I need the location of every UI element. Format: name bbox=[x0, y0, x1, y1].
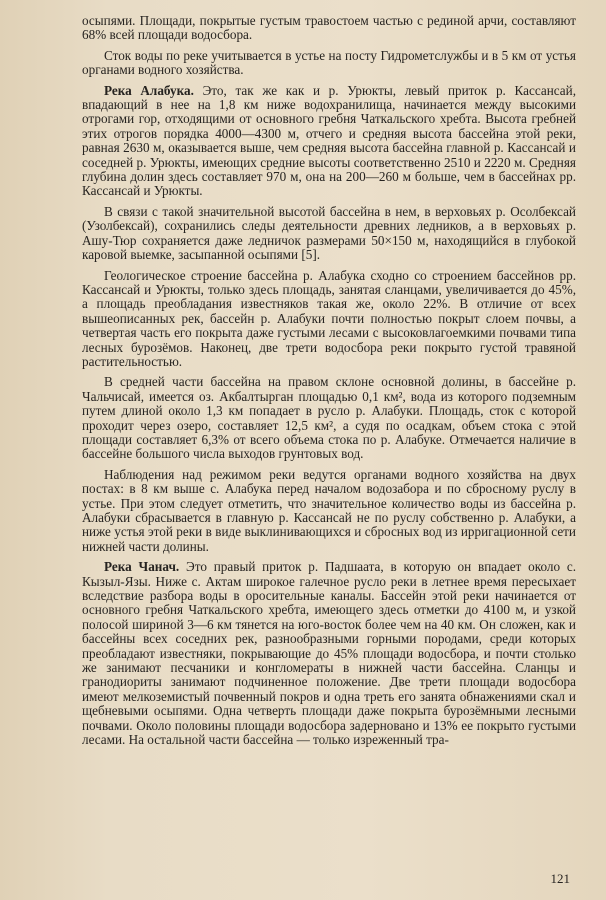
paragraph-chanach-text: Это правый приток р. Падшаата, в которую он впадает около с. Кызыл-Язы. Ниже с. Актам широкое галечное русло реки в летнее время пересыхает вследствие разбора воды в оросительные каналы. Бассейн этой реки начинается от основного гребня Чаткальского хребта, имеющего здесь отметки до 4100 м, и узкой полосой шириной 3—6 км тянется на юго-восток более чем на 40 км. Он сложен, как и бассейны всех соседних рек, разнообразными горными породами, среди которых преобладают известняки, покрывающие до 45% площади водосбора, и почти столько же занимают песчаники и конгломераты в нижней части бассейна. Сланцы и гранодиориты занимают подчиненное положение. Две трети площади водосбора имеют мелкоземистый почвенный покров и одна треть его занята обнажениями скал и щебневыми осыпями. Одна четверть площади даже покрыта бурозёмными лесными почвами. Около половины площади водосбора задерновано и 13% ее покрыто густыми лесами. На остальной части бассейна — только изреженный тра- bbox=[82, 559, 576, 748]
section-heading-alabuka: Река Алабука. bbox=[104, 82, 194, 98]
paragraph-1-text: осыпями. Площади, покрытые густым травостоем частью с рединой арчи, составляют 68% всей площади водосбора. bbox=[82, 13, 576, 43]
paragraph-5-text: Геологическое строение бассейна р. Алабука сходно со строением бассейнов рр. Кассансай и Урюкты, только здесь площадь, занятая сланцами, увеличивается до 45%, а площадь преобладания известняков такая же, около 22%. В отличие от всех вышеописанных рек, бассейн р. Алабуки почти полностью покрыт слоем почвы, а четвертая часть его покрыта даже густыми лесами с высоковлагоемкими почвами типа лесных бурозёмов. Наконец, две трети водосбора реки покрыто густой травяной растительностью. bbox=[82, 267, 576, 369]
section-heading-chanach: Река Чанач. bbox=[104, 559, 180, 575]
paragraph-2-text: Сток воды по реке учитывается в устье на посту Гидрометслужбы и в 5 км от устья органами водного хозяйства. bbox=[82, 47, 576, 78]
body-text bbox=[82, 14, 576, 748]
paragraph-chanach bbox=[82, 560, 576, 747]
paragraph-2 bbox=[82, 49, 576, 78]
paragraph-alabuka bbox=[82, 84, 576, 199]
paragraph-4 bbox=[82, 205, 576, 263]
paragraph-1 bbox=[82, 14, 576, 43]
page-number: 121 bbox=[550, 870, 570, 886]
paragraph-7 bbox=[82, 468, 576, 554]
paragraph-6 bbox=[82, 375, 576, 461]
paragraph-7-text: Наблюдения над режимом реки ведутся органами водного хозяйства на двух постах: в 8 км выше с. Алабука перед началом водозабора и по сбросному руслу в устье. При этом следует отметить, что значительное количество воды из бассейна р. Алабуки сбрасывается в главную р. Кассансай не по руслу собственно р. Алабуки, а ниже устья этой реки в виде выклинивающихся и сбросных вод из ирригационной сети нижней части долины. bbox=[82, 466, 576, 554]
paragraph-4-text: В связи с такой значительной высотой бассейна в нем, в верховьях р. Осолбексай (Узолбексай), сохранились следы деятельности древних ледников, а в верховьях р. Ашу-Тюр сохраняется даже ледничок размерами 50×150 м, находящийся в глубокой каровой выемке, засыпанной осыпями [5]. bbox=[82, 203, 576, 263]
paragraph-alabuka-text: Это, так же как и р. Урюкты, левый приток р. Кассансай, впадающий в нее на 1,8 км ниже водохранилища, начинается между высокими отрогами гор, отходящими от основного гребня Чаткальского хребта. Высота гребней этих отрогов порядка 4000—4300 м, отчего и средняя высота бассейна этой реки, равная 2630 м, оказывается выше, чем средняя высота бассейна главной р. Кассансай и соседней р. Урюкты, имеющих средние высоты соответственно 2510 и 2220 м. Средняя глубина долин здесь составляет 970 м, она на 200—260 м больше, чем в бассейнах рр. Кассансай и Урюкты. bbox=[82, 82, 576, 199]
paragraph-6-text: В средней части бассейна на правом склоне основной долины, в бассейне р. Чальчисай, имеется оз. Акбалтырган площадью 0,1 км², вода из которого подземным путем длиной около 1,3 км попадает в русло р. Алабуки. Площадь, сток с которой проходит через озеро, составляет 12,5 км², а судя по осадкам, объем стока с этой площади составляет 6,3% от всего объема стока по р. Алабуке. Отмечается наличие в бассейне большого числа выходов грунтовых вод. bbox=[82, 374, 576, 462]
paragraph-5 bbox=[82, 269, 576, 370]
